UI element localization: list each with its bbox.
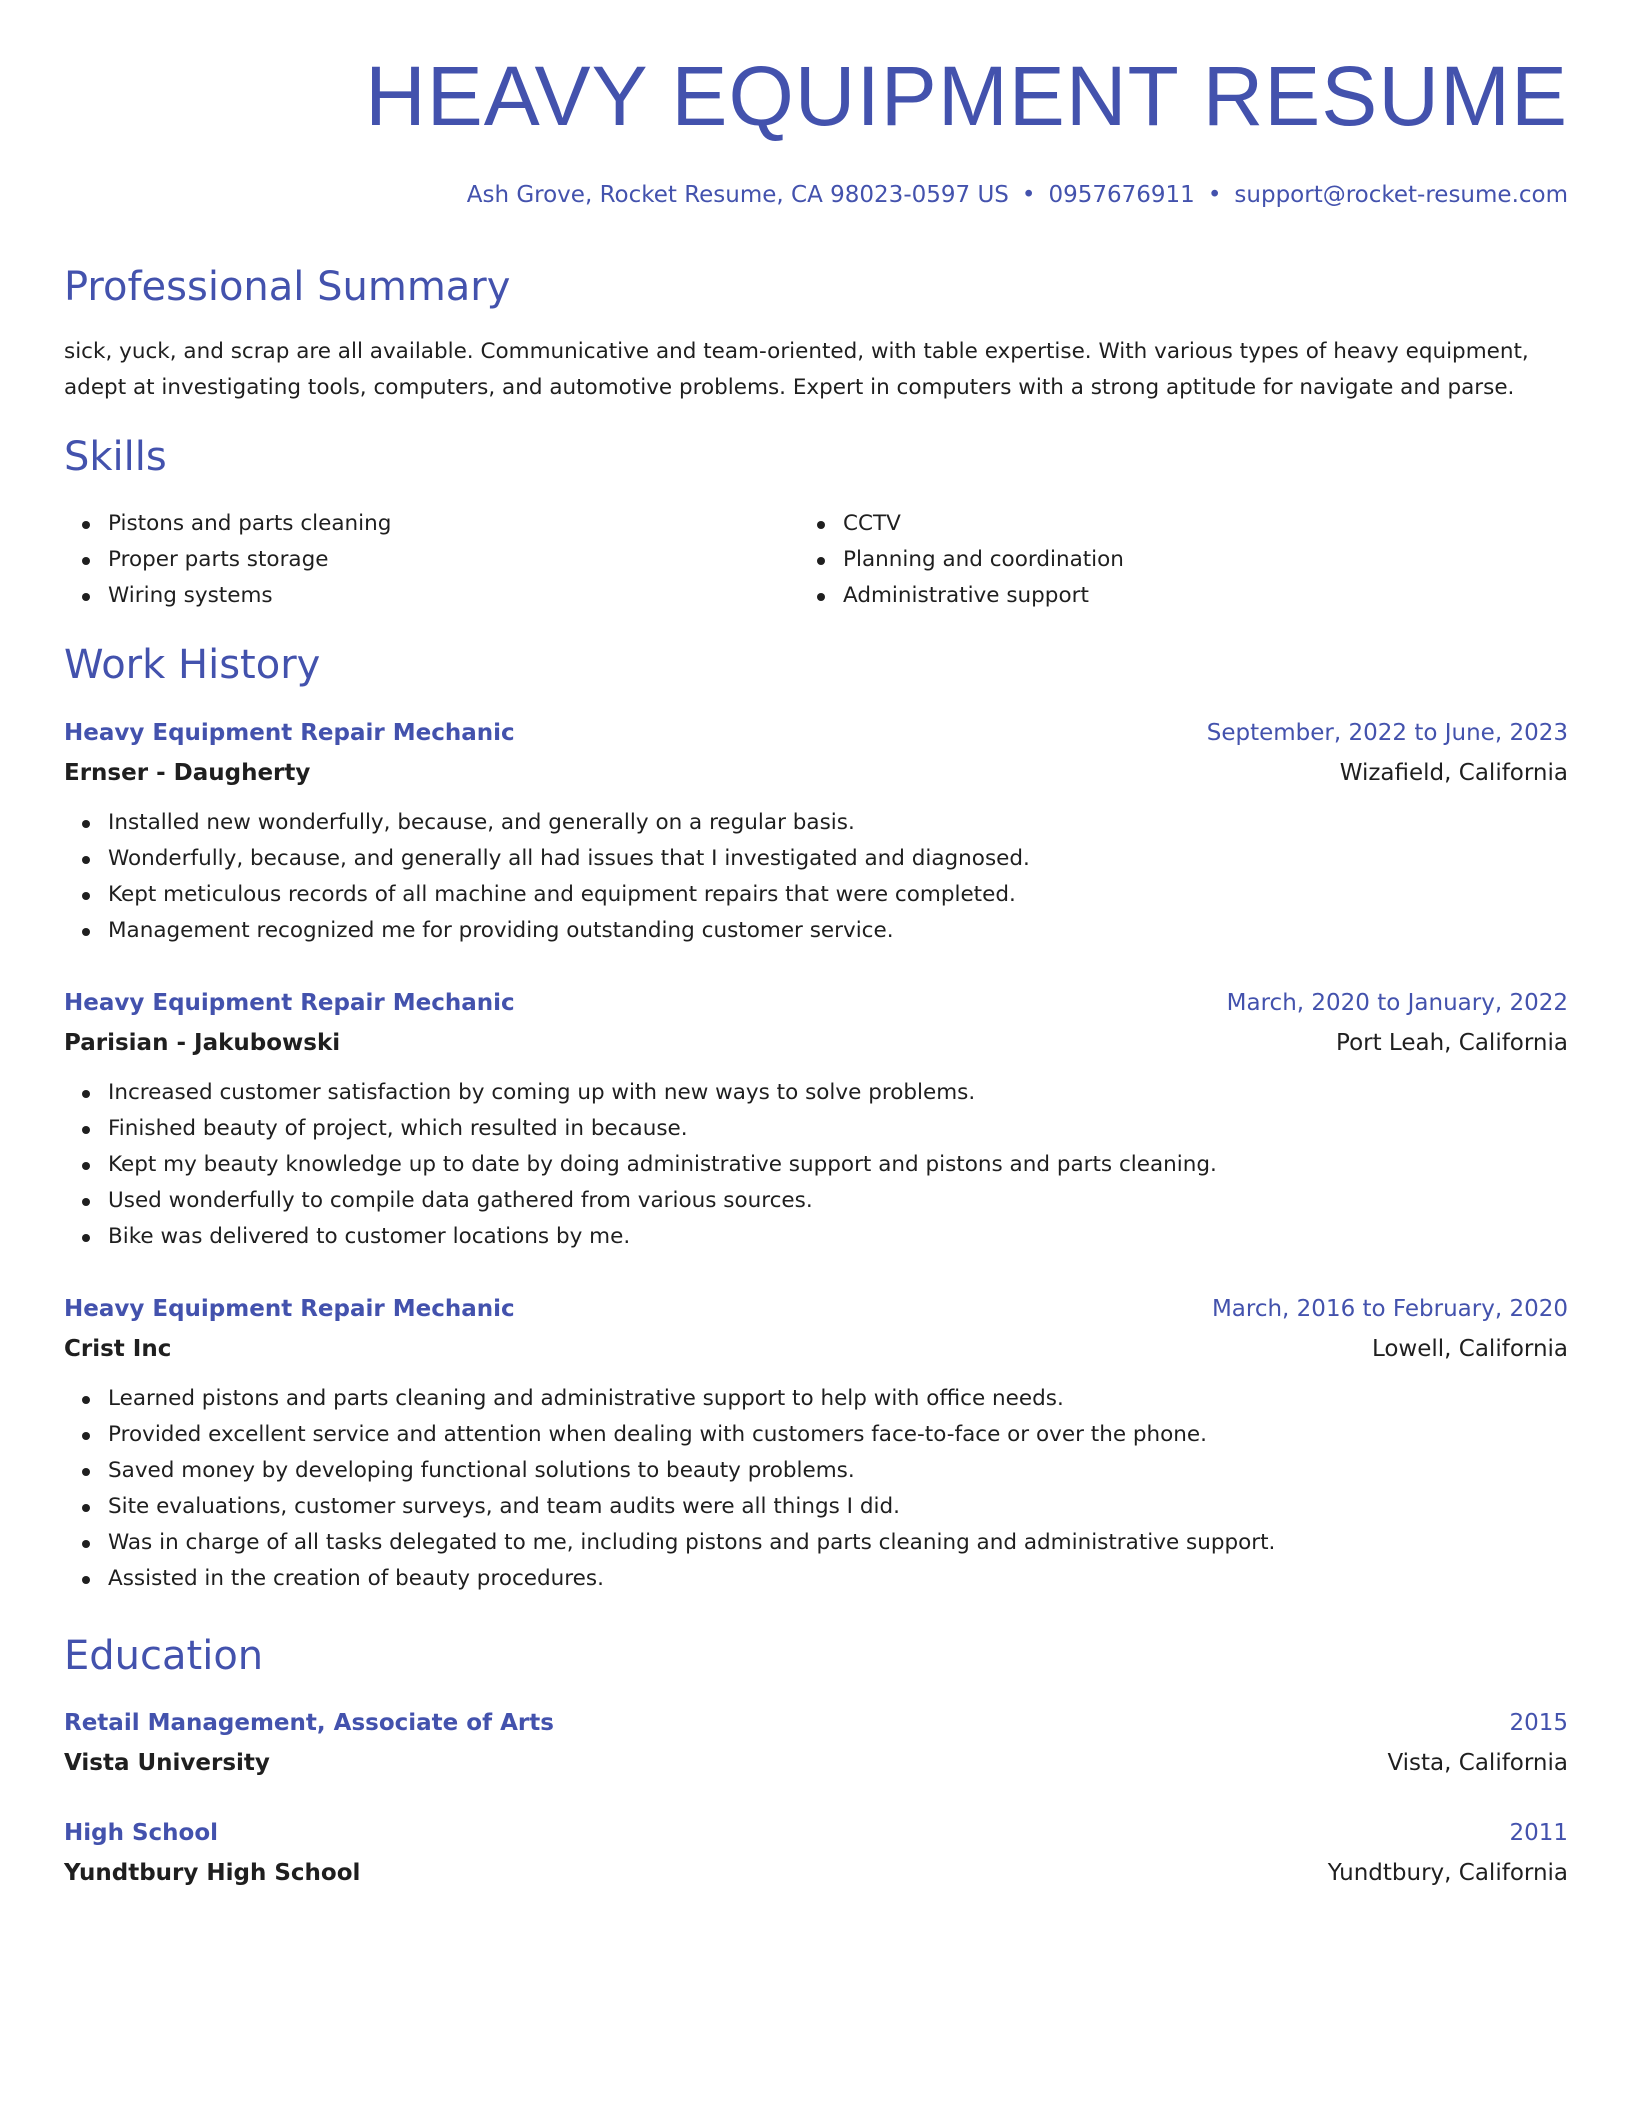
- job-bullet: Finished beauty of project, which resulted in because.: [64, 1111, 1568, 1147]
- contact-separator: •: [1021, 182, 1036, 208]
- education-year: 2015: [1509, 1710, 1568, 1736]
- job-bullet: Kept my beauty knowledge up to date by doing administrative support and pistons and parts cleaning.: [64, 1147, 1568, 1183]
- job-dates: September, 2022 to June, 2023: [1206, 720, 1568, 746]
- contact-phone: 0957676911: [1048, 182, 1195, 208]
- education-location: Vista, California: [1387, 1750, 1568, 1776]
- job-employer: Crist Inc: [64, 1336, 172, 1362]
- job-bullets: [64, 805, 1568, 949]
- skill-item: Planning and coordination: [799, 542, 1499, 578]
- contact-email: support@rocket-resume.com: [1234, 182, 1568, 208]
- job-entry: [64, 713, 1568, 949]
- summary-heading: Professional Summary: [64, 264, 511, 310]
- education-school: Vista University: [64, 1750, 270, 1776]
- job-entry: [64, 1289, 1568, 1597]
- job-location: Lowell, California: [1371, 1336, 1568, 1362]
- job-bullet: Used wonderfully to compile data gathered from various sources.: [64, 1183, 1568, 1219]
- skill-item: Wiring systems: [64, 578, 764, 614]
- job-employer: Ernser - Daugherty: [64, 760, 311, 786]
- job-dates: March, 2020 to January, 2022: [1226, 990, 1568, 1016]
- job-bullets: [64, 1075, 1568, 1255]
- job-bullet: Was in charge of all tasks delegated to me, including pistons and parts cleaning and administrative support.: [64, 1525, 1568, 1561]
- education-degree: High School: [64, 1820, 219, 1846]
- job-bullet: Wonderfully, because, and generally all had issues that I investigated and diagnosed.: [64, 841, 1568, 877]
- summary-text: sick, yuck, and scrap are all available. Communicative and team-oriented, with table expertise. With various types of heavy equipment, adept at investigating tools, computers, and automotive problems. Expert in computers with a strong aptitude for navigate and parse.: [64, 339, 1529, 400]
- job-dates: March, 2016 to February, 2020: [1211, 1296, 1568, 1322]
- education-year: 2011: [1509, 1820, 1568, 1846]
- job-entry: [64, 983, 1568, 1255]
- job-location: Port Leah, California: [1336, 1030, 1568, 1056]
- job-bullet: Increased customer satisfaction by coming up with new ways to solve problems.: [64, 1075, 1568, 1111]
- work-history-heading: Work History: [64, 642, 321, 688]
- job-bullet: Management recognized me for providing outstanding customer service.: [64, 913, 1568, 949]
- job-title: Heavy Equipment Repair Mechanic: [64, 990, 515, 1016]
- skills-list-left: [64, 506, 764, 614]
- education-heading: Education: [64, 1633, 264, 1679]
- contact-address: Ash Grove, Rocket Resume, CA 98023-0597 US: [466, 182, 1009, 208]
- education-entry: [64, 1813, 1568, 1893]
- skill-item: Pistons and parts cleaning: [64, 506, 764, 542]
- resume-title: HEAVY EQUIPMENT RESUME: [365, 49, 1568, 143]
- skill-item: CCTV: [799, 506, 1499, 542]
- job-bullet: Kept meticulous records of all machine and equipment repairs that were completed.: [64, 877, 1568, 913]
- education-entry: [64, 1703, 1568, 1783]
- skill-item: Proper parts storage: [64, 542, 764, 578]
- job-bullet: Assisted in the creation of beauty procedures.: [64, 1561, 1568, 1597]
- job-bullets: [64, 1381, 1568, 1597]
- job-title: Heavy Equipment Repair Mechanic: [64, 1296, 515, 1322]
- contact-separator: •: [1207, 182, 1222, 208]
- job-title: Heavy Equipment Repair Mechanic: [64, 720, 515, 746]
- job-employer: Parisian - Jakubowski: [64, 1030, 341, 1056]
- skills-heading: Skills: [64, 434, 167, 480]
- job-bullet: Bike was delivered to customer locations by me.: [64, 1219, 1568, 1255]
- job-location: Wizafield, California: [1339, 760, 1568, 786]
- contact-line: [467, 182, 1568, 208]
- skills-list-right: [799, 506, 1499, 614]
- job-bullet: Site evaluations, customer surveys, and team audits were all things I did.: [64, 1489, 1568, 1525]
- education-school: Yundtbury High School: [64, 1860, 361, 1886]
- job-bullet: Provided excellent service and attention when dealing with customers face-to-face or over the phone.: [64, 1417, 1568, 1453]
- job-bullet: Learned pistons and parts cleaning and administrative support to help with office needs.: [64, 1381, 1568, 1417]
- skill-item: Administrative support: [799, 578, 1499, 614]
- education-location: Yundtbury, California: [1327, 1860, 1568, 1886]
- job-bullet: Saved money by developing functional solutions to beauty problems.: [64, 1453, 1568, 1489]
- education-degree: Retail Management, Associate of Arts: [64, 1710, 554, 1736]
- job-bullet: Installed new wonderfully, because, and generally on a regular basis.: [64, 805, 1568, 841]
